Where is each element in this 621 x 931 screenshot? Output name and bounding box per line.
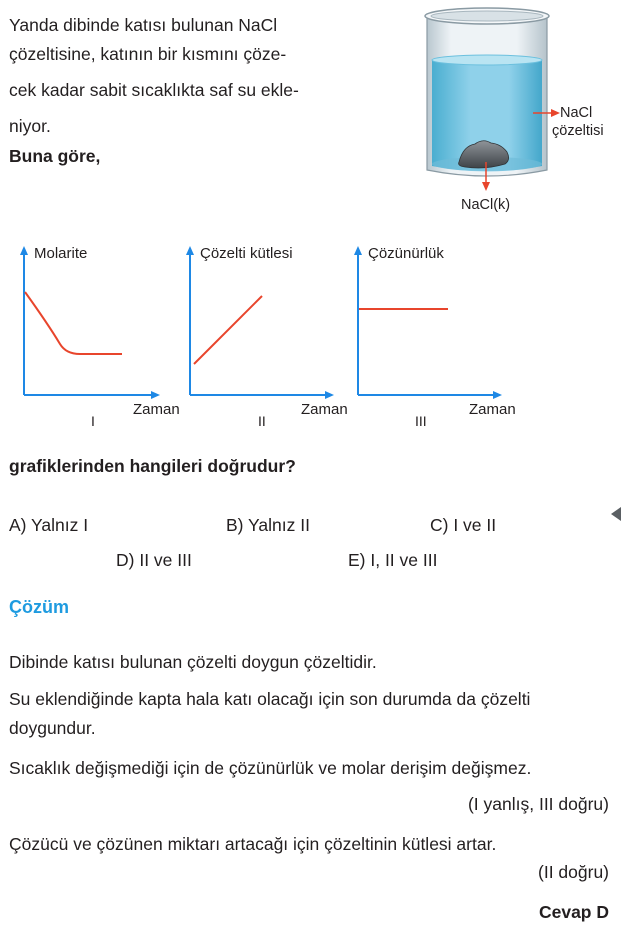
solution-note-1: (I yanlış, III doğru): [467, 794, 609, 814]
solution-heading: Çözüm: [9, 597, 69, 617]
graph-iii-y-arrow: [354, 246, 362, 255]
graph-i-x-arrow: [151, 391, 160, 399]
solution-paragraph-3: Sıcaklık değişmediği için de çözünürlük ve molar derişim değişmez.: [9, 758, 532, 778]
graph-ii: [176, 240, 336, 410]
question-line-4: niyor.: [9, 116, 51, 136]
graph-ii-numeral: II: [258, 413, 266, 429]
question-line-2: çözeltisine, katının bir kısmını çöze-: [9, 44, 287, 64]
solution-paragraph-4: Çözücü ve çözünen miktarı artacağı için çözeltinin kütlesi artar.: [9, 834, 497, 854]
solid-label: NaCl(k): [461, 197, 511, 213]
solid-pointer-arrowhead: [482, 182, 490, 191]
graph-ii-ylabel: Çözelti kütlesi: [200, 245, 293, 262]
question-lead: Buna göre,: [9, 146, 101, 166]
graph-iii-x-arrow: [493, 391, 502, 399]
graph-i-ylabel: Molarite: [34, 245, 88, 262]
graph-iii-numeral: III: [415, 413, 427, 429]
graph-iii: [344, 240, 504, 410]
solution-paragraph-2-line-1: Su eklendiğinde kapta hala katı olacağı için son durumda da çözelti: [9, 689, 531, 709]
graph-ii-xlabel: Zaman: [301, 401, 348, 418]
page-edge-marker-icon: [606, 506, 621, 522]
graph-ii-x-arrow: [325, 391, 334, 399]
graph-iii-ylabel: Çözünürlük: [368, 245, 444, 262]
solution-label: [560, 104, 592, 122]
solution-paragraph-2-line-2: doygundur.: [9, 718, 96, 738]
solution-pointer-arrowhead: [551, 109, 560, 117]
question-prompt: grafiklerinden hangileri doğrudur?: [9, 456, 296, 476]
question-line-1: Yanda dibinde katısı bulunan NaCl: [9, 15, 278, 35]
solution-label-line-1: NaCl: [560, 105, 593, 121]
solution-note-2: (II doğru): [538, 862, 609, 882]
solution-paragraph-1: Dibinde katısı bulunan çözelti doygun çözeltidir.: [9, 652, 377, 672]
question-line-3: cek kadar sabit sıcaklıkta saf su ekle-: [9, 80, 299, 100]
graph-i-xlabel: Zaman: [133, 401, 180, 418]
graph-i-y-arrow: [20, 246, 28, 255]
graph-i-numeral: I: [91, 413, 95, 429]
option-c[interactable]: C) I ve II: [430, 515, 497, 535]
answer-label: Cevap D: [538, 902, 609, 922]
graph-ii-curve: [194, 296, 262, 364]
graph-ii-y-arrow: [186, 246, 194, 255]
option-a[interactable]: A) Yalnız I: [9, 515, 89, 535]
option-d[interactable]: D) II ve III: [116, 550, 192, 570]
graph-i-curve: [25, 292, 122, 354]
graph-i: [10, 240, 160, 410]
graph-iii-xlabel: Zaman: [469, 401, 516, 418]
option-b[interactable]: B) Yalnız II: [226, 515, 310, 535]
option-e[interactable]: E) I, II ve III: [348, 550, 438, 570]
solution-label-line-2: çözeltisi: [552, 123, 604, 139]
